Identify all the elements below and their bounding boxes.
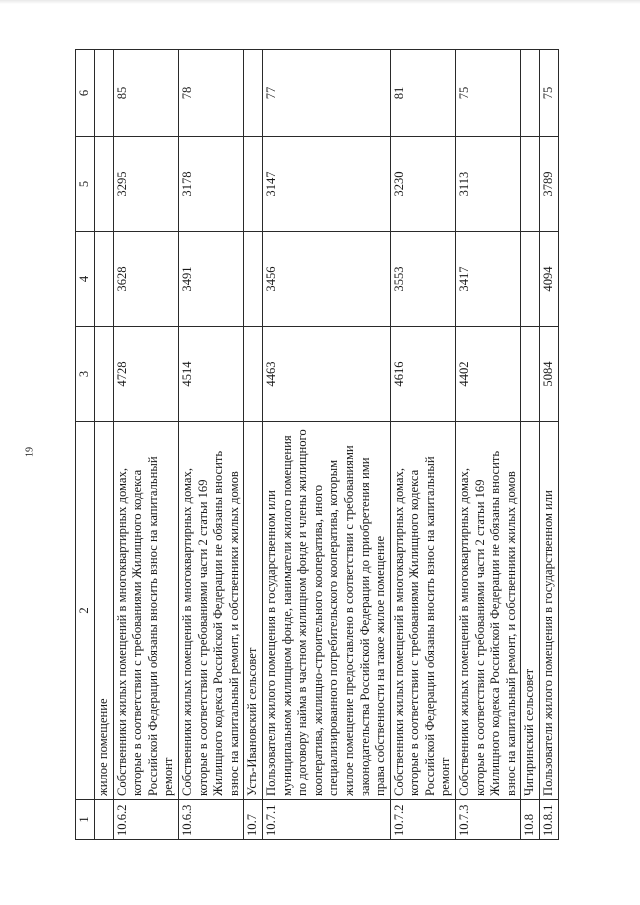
row-code: 10.6.2 [113,800,178,840]
page-number: 19 [24,447,36,457]
row-value-col4 [95,232,114,327]
row-value-col3: 4514 [178,327,243,422]
table-row [95,50,114,840]
row-value-col4: 3417 [456,232,521,327]
row-code [95,800,114,840]
row-name: Пользователи жилого помещения в государственном или [540,422,559,800]
row-code: 10.8 [521,800,540,840]
table-row [262,50,390,840]
row-value-col5: 3789 [540,137,559,232]
table-header-row [76,50,95,840]
row-value-col4: 3491 [178,232,243,327]
row-value-col5: 3113 [456,137,521,232]
row-value-col3: 4616 [390,327,455,422]
row-value-col5: 3230 [390,137,455,232]
row-value-col4: 3628 [113,232,178,327]
row-name: Собственники жилых помещений в многоквартирных домах, которые в соответствии с требованиями Жилищного кодекса Российской Федерации обязаны вносить взнос на капитальный ремонт [113,422,178,800]
row-value-col3 [244,327,263,422]
row-code: 10.7.3 [456,800,521,840]
row-code: 10.7 [244,800,263,840]
row-value-col6 [521,50,540,137]
row-value-col5 [95,137,114,232]
row-value-col3 [521,327,540,422]
row-value-col6 [95,50,114,137]
row-value-col4: 3553 [390,232,455,327]
row-code: 10.6.3 [178,800,243,840]
row-value-col6 [244,50,263,137]
row-code: 10.7.2 [390,800,455,840]
header-cell: 3 [76,327,95,422]
row-value-col3: 5084 [540,327,559,422]
row-value-col3: 4402 [456,327,521,422]
row-name: Собственники жилых помещений в многоквартирных домах, которые в соответствии с требованиями части 2 статьи 169 Жилищного кодекса Российской Федерации не обязаны вносить взнос на капитальный ремонт, и собственники жилых домов [178,422,243,800]
row-value-col3 [95,327,114,422]
row-name: Собственники жилых помещений в многоквартирных домах, которые в соответствии с требованиями Жилищного кодекса Российской Федерации обязаны вносить взнос на капитальный ремонт [390,422,455,800]
row-value-col3: 4463 [262,327,390,422]
header-cell: 1 [76,800,95,840]
scan-edge [0,0,640,4]
row-name: Пользователи жилого помещения в государственном или муниципальном жилищном фонде, наниматели жилого помещения по договору найма в частном жилищном фонде и члены жилищного кооператива, жилищно-строительного кооператива, иного специализированного потребительского кооператива, которым жилое помещение предоставлено в соответствии с требованиями законодательства Российской Федерации до приобретения ими права собственности на такое жилое помещение [262,422,390,800]
row-value-col6: 85 [113,50,178,137]
table-row [540,50,559,840]
header-cell: 4 [76,232,95,327]
row-value-col6: 75 [540,50,559,137]
row-name: Усть-Ивановский сельсовет [244,422,263,800]
row-value-col5 [521,137,540,232]
row-value-col6: 77 [262,50,390,137]
table-row [113,50,178,840]
row-value-col4: 3456 [262,232,390,327]
header-cell: 2 [76,422,95,800]
row-value-col6: 75 [456,50,521,137]
header-cell: 5 [76,137,95,232]
row-code: 10.8.1 [540,800,559,840]
row-value-col5: 3295 [113,137,178,232]
table-row [456,50,521,840]
row-value-col5 [244,137,263,232]
row-value-col6: 81 [390,50,455,137]
row-name: жилое помещение [95,422,114,800]
row-value-col4 [244,232,263,327]
row-value-col6: 78 [178,50,243,137]
row-name: Собственники жилых помещений в многоквартирных домах, которые в соответствии с требованиями части 2 статьи 169 Жилищного кодекса Российской Федерации не обязаны вносить взнос на капитальный ремонт, и собственники жилых домов [456,422,521,800]
row-name: Чигиринский сельсовет [521,422,540,800]
table-row [244,50,263,840]
row-value-col4 [521,232,540,327]
tariff-table [75,49,559,840]
table-row [178,50,243,840]
header-cell: 6 [76,50,95,137]
rotated-page-content [75,50,625,840]
table-row [521,50,540,840]
row-value-col5: 3178 [178,137,243,232]
row-value-col3: 4728 [113,327,178,422]
row-code: 10.7.1 [262,800,390,840]
row-value-col5: 3147 [262,137,390,232]
table-row [390,50,455,840]
row-value-col4: 4094 [540,232,559,327]
